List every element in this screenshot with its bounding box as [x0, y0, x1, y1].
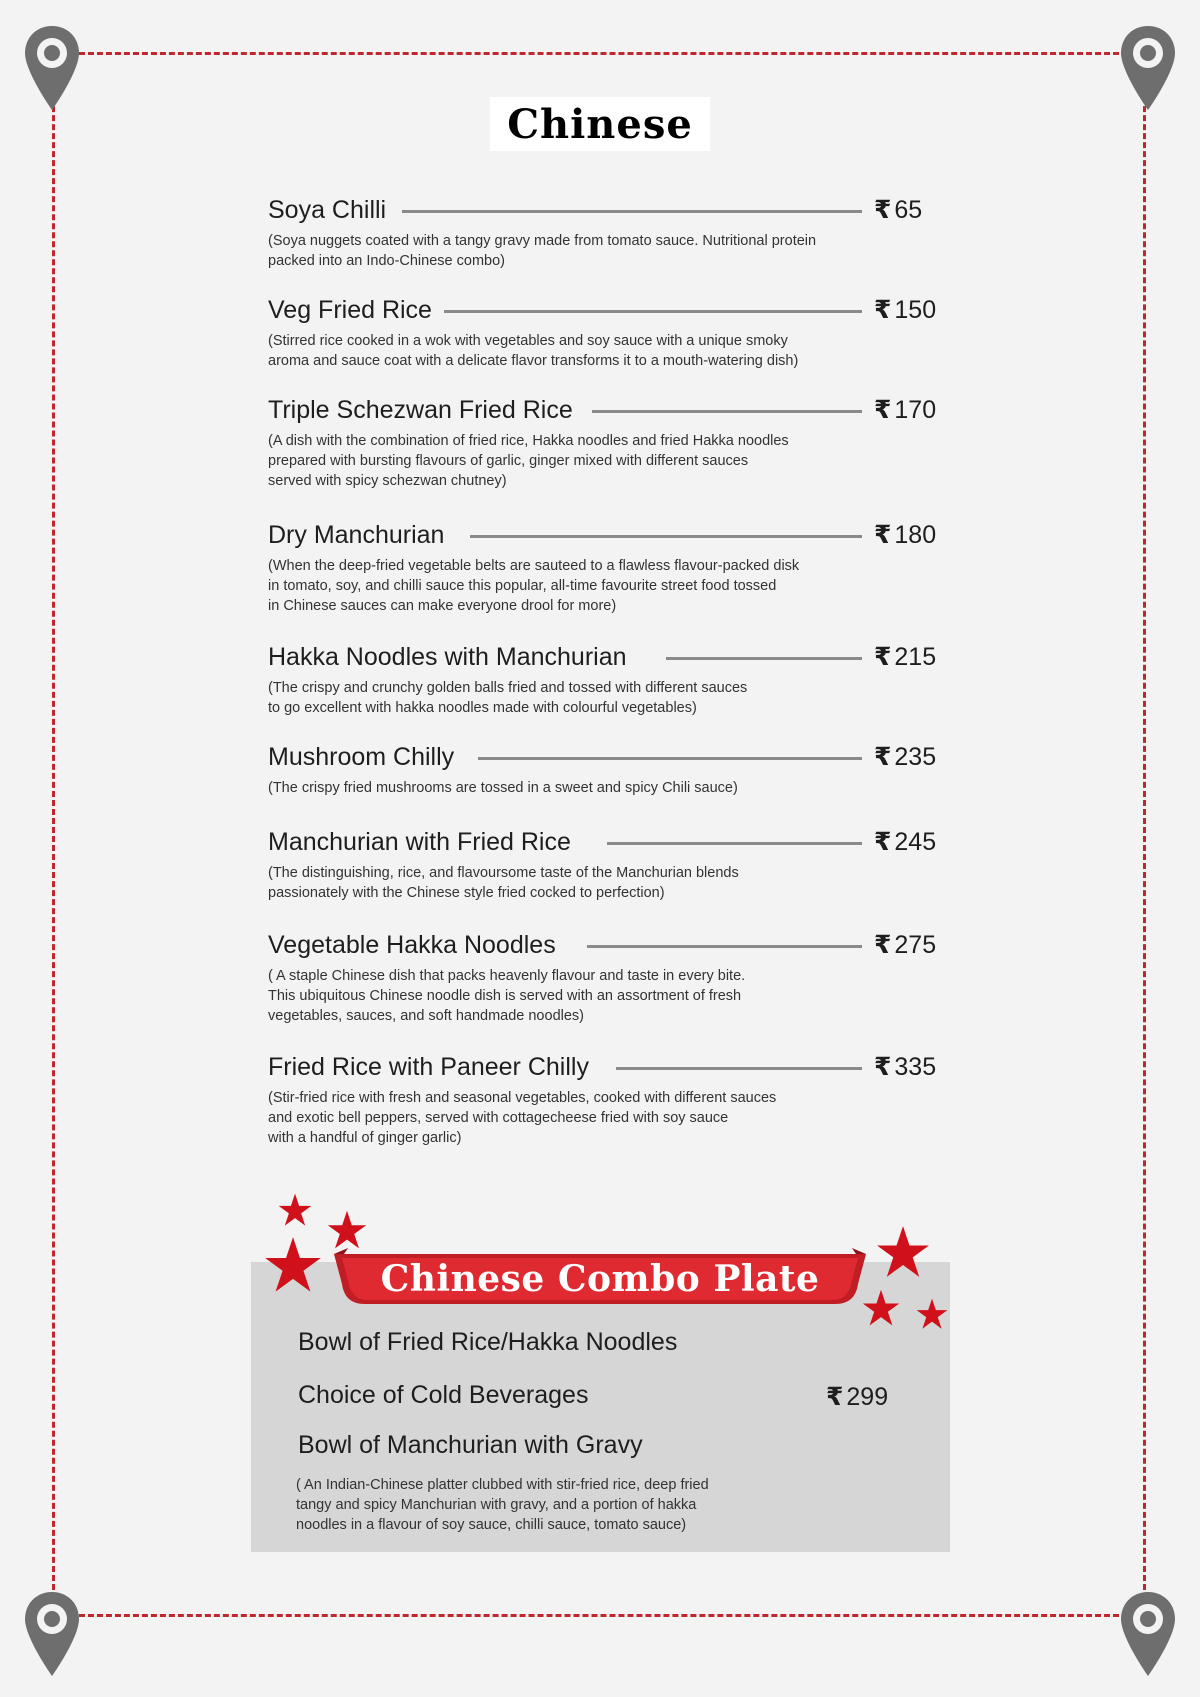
item-price: ₹ 170	[874, 396, 937, 424]
item-description: (The distinguishing, rice, and flavoursome taste of the Manchurian blends passionately with the Chinese style fried cocked to perfection)	[268, 865, 739, 901]
item-description: ( A staple Chinese dish that packs heavenly flavour and taste in every bite. This ubiquitous Chinese noodle dish is served with an assortment of fresh vegetables, sauces, and soft handmade noodles)	[268, 968, 746, 1024]
star-icon	[327, 1210, 367, 1250]
item-price: ₹ 215	[874, 643, 937, 671]
leader-line	[478, 757, 862, 760]
rupee-symbol: ₹	[874, 1053, 892, 1081]
rupee-symbol: ₹	[874, 196, 892, 224]
leader-line	[470, 535, 862, 538]
item-description: (When the deep-fried vegetable belts are sauteed to a flawless flavour-packed disk in tomato, soy, and chilli sauce this popular, all-time favourite street food tossed in Chinese sauces can make everyone drool for more)	[268, 558, 800, 614]
rupee-symbol: ₹	[874, 743, 892, 771]
star-icon	[876, 1225, 930, 1279]
rupee-symbol: ₹	[826, 1383, 844, 1411]
menu-item	[268, 928, 944, 1026]
combo-item: Choice of Cold Beverages	[298, 1381, 589, 1409]
item-name: Dry Manchurian	[268, 518, 456, 552]
rupee-symbol: ₹	[874, 828, 892, 856]
menu-item	[268, 740, 944, 798]
location-pin-icon	[1118, 24, 1178, 112]
item-name: Hakka Noodles with Manchurian	[268, 640, 639, 674]
menu-item	[268, 193, 944, 271]
menu-item	[268, 640, 944, 718]
menu-item	[268, 393, 944, 491]
star-icon	[278, 1193, 312, 1227]
item-price: ₹ 275	[874, 931, 937, 959]
combo-item: Bowl of Fried Rice/Hakka Noodles	[298, 1328, 678, 1356]
leader-line	[607, 842, 862, 845]
item-price: ₹ 335	[874, 1053, 937, 1081]
combo-banner	[330, 1248, 870, 1310]
item-price: ₹ 180	[874, 521, 937, 549]
location-pin-icon	[22, 24, 82, 112]
item-description: (A dish with the combination of fried rice, Hakka noodles and fried Hakka noodles prepared with bursting flavours of garlic, ginger mixed with different sauces served with spicy schezwan chutney)	[268, 433, 789, 489]
combo-price: ₹ 299	[826, 1383, 889, 1411]
menu-item	[268, 825, 944, 903]
location-pin-icon	[1118, 1590, 1178, 1678]
rupee-symbol: ₹	[874, 521, 892, 549]
item-name: Soya Chilli	[268, 193, 398, 227]
menu-item	[268, 1050, 944, 1148]
rupee-symbol: ₹	[874, 396, 892, 424]
item-name: Manchurian with Fried Rice	[268, 825, 583, 859]
star-icon	[264, 1236, 322, 1294]
rupee-symbol: ₹	[874, 296, 892, 324]
item-description: (The crispy fried mushrooms are tossed in a sweet and spicy Chili sauce)	[268, 780, 738, 796]
combo-description: ( An Indian-Chinese platter clubbed with stir-fried rice, deep fried tangy and spicy Manchurian with gravy, and a portion of hakka noodles in a flavour of soy sauce, chilli sauce, tomato sauce)	[296, 1477, 709, 1533]
item-description: (Soya nuggets coated with a tangy gravy made from tomato sauce. Nutritional protein packed into an Indo-Chinese combo)	[268, 233, 817, 269]
leader-line	[402, 210, 862, 213]
item-name: Triple Schezwan Fried Rice	[268, 393, 585, 427]
item-price: ₹ 65	[874, 196, 923, 224]
leader-line	[592, 410, 862, 413]
page-title: Chinese	[507, 100, 693, 148]
combo-title: Chinese Combo Plate	[380, 1258, 820, 1300]
combo-item: Bowl of Manchurian with Gravy	[298, 1431, 643, 1459]
item-description: (Stirred rice cooked in a wok with vegetables and soy sauce with a unique smoky aroma and sauce coat with a delicate flavor transforms it to a mouth-watering dish)	[268, 333, 799, 369]
menu-item	[268, 293, 944, 371]
item-name: Veg Fried Rice	[268, 293, 444, 327]
page-title-box	[490, 97, 710, 151]
star-icon	[916, 1298, 948, 1330]
rupee-symbol: ₹	[874, 643, 892, 671]
leader-line	[587, 945, 862, 948]
rupee-symbol: ₹	[874, 931, 892, 959]
location-pin-icon	[22, 1590, 82, 1678]
item-description: (The crispy and crunchy golden balls fried and tossed with different sauces to go excellent with hakka noodles made with colourful vegetables)	[268, 680, 748, 716]
item-price: ₹ 235	[874, 743, 937, 771]
item-description: (Stir-fried rice with fresh and seasonal vegetables, cooked with different sauces and exotic bell peppers, served with cottagecheese fried with soy sauce with a handful of ginger garlic)	[268, 1090, 777, 1146]
item-name: Fried Rice with Paneer Chilly	[268, 1050, 601, 1084]
item-price: ₹ 245	[874, 828, 937, 856]
leader-line	[616, 1067, 862, 1070]
item-name: Mushroom Chilly	[268, 740, 466, 774]
leader-line	[444, 310, 862, 313]
item-price: ₹ 150	[874, 296, 937, 324]
leader-line	[666, 657, 862, 660]
menu-item	[268, 518, 944, 616]
item-name: Vegetable Hakka Noodles	[268, 928, 568, 962]
